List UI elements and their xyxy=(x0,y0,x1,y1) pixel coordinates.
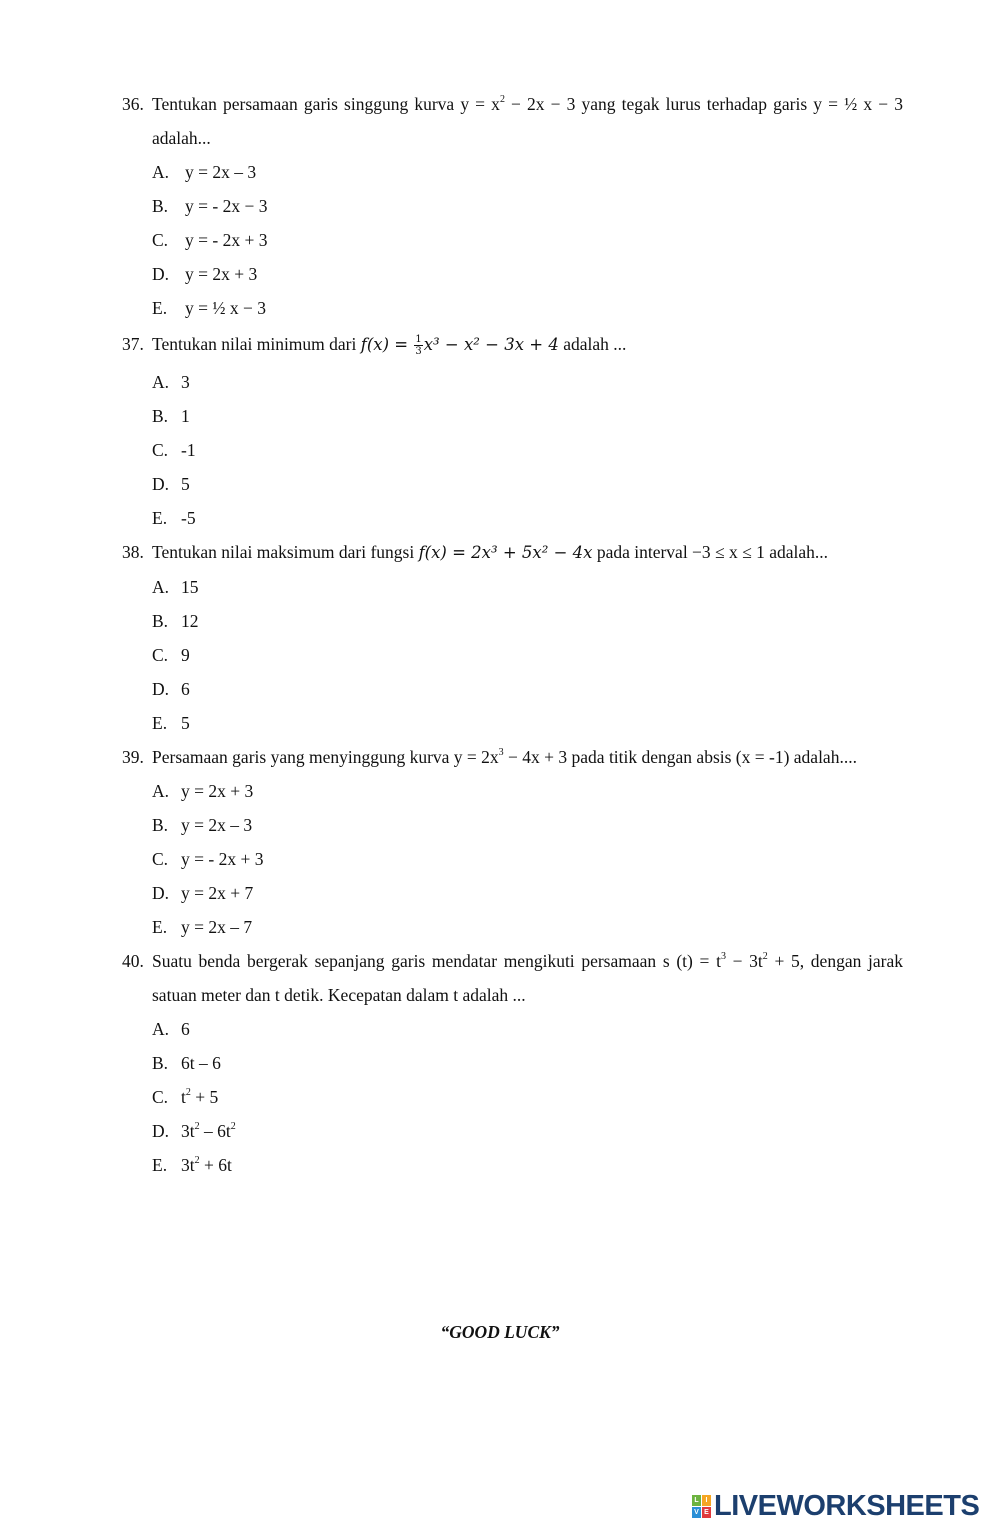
option-text: y = - 2x − 3 xyxy=(185,196,268,216)
fraction xyxy=(414,334,422,357)
stem-text: + 5, dengan jarak satuan meter dan t detik. Kecepatan dalam t adalah ... xyxy=(152,951,903,1005)
option-label: D. xyxy=(152,1121,170,1141)
option-text: 6 xyxy=(181,1019,190,1039)
text-part: + 6t xyxy=(199,1155,232,1175)
option-label: B. xyxy=(152,1053,169,1073)
option-text xyxy=(181,1148,232,1182)
option-text: 5 xyxy=(181,474,190,494)
option-label: E. xyxy=(152,917,168,937)
option-e[interactable] xyxy=(152,501,903,535)
option-e[interactable] xyxy=(152,1148,903,1182)
question-number: 38. xyxy=(122,542,144,562)
option-label: C. xyxy=(152,230,169,250)
question-40 xyxy=(122,944,903,1012)
stem-text: Tentukan persamaan garis singgung kurva y = x xyxy=(152,94,500,114)
question-37 xyxy=(122,325,903,364)
option-d[interactable] xyxy=(152,467,903,501)
superscript: 2 xyxy=(194,1155,200,1166)
logo-tile: E xyxy=(702,1507,711,1518)
question-number: 36. xyxy=(122,94,144,114)
stem-text: − 3t xyxy=(725,951,763,971)
denominator: 3 xyxy=(415,346,422,357)
options-37 xyxy=(122,365,903,535)
option-text xyxy=(181,1080,218,1114)
option-text: 6 xyxy=(181,679,190,699)
option-label: A. xyxy=(152,372,170,392)
option-text: 9 xyxy=(181,645,190,665)
question-stem xyxy=(152,740,903,774)
numerator: 1 xyxy=(415,334,422,345)
stem-text: − 2x − 3 yang tegak lurus terhadap garis y = ½ x − 3 adalah... xyxy=(152,94,904,148)
option-text: y = 2x – 3 xyxy=(181,815,253,835)
option-c[interactable] xyxy=(152,433,903,467)
closing-text: “GOOD LUCK” xyxy=(440,1322,560,1342)
option-label: A. xyxy=(152,1019,170,1039)
liveworksheets-logo xyxy=(692,1490,979,1523)
option-text: 5 xyxy=(181,713,190,733)
option-d[interactable] xyxy=(152,1114,903,1148)
option-text: 15 xyxy=(181,577,199,597)
option-e[interactable] xyxy=(152,910,903,944)
stem-text: Tentukan nilai maksimum dari fungsi xyxy=(152,542,419,562)
stem-text: adalah ... xyxy=(558,334,627,354)
option-label: B. xyxy=(152,406,169,426)
superscript: 3 xyxy=(720,951,726,962)
option-text: 1 xyxy=(181,406,190,426)
superscript: 2 xyxy=(194,1121,200,1132)
question-number: 40. xyxy=(122,951,144,971)
option-text: -1 xyxy=(181,440,196,460)
option-text: y = 2x + 3 xyxy=(185,264,258,284)
option-label: C. xyxy=(152,645,169,665)
question-number: 37. xyxy=(122,334,144,354)
option-label: A. xyxy=(152,577,170,597)
option-e[interactable] xyxy=(152,291,903,325)
option-c[interactable] xyxy=(152,842,903,876)
formula-part: x³ − x² − 3x + 4 xyxy=(423,335,559,354)
logo-tile: I xyxy=(702,1495,711,1506)
option-e[interactable] xyxy=(152,706,903,740)
superscript: 2 xyxy=(230,1121,236,1132)
options-40 xyxy=(122,1012,903,1182)
option-text: 6t – 6 xyxy=(181,1053,221,1073)
options-38 xyxy=(122,570,903,740)
logo-tiles-icon xyxy=(692,1495,711,1518)
superscript: 2 xyxy=(762,951,768,962)
option-text: y = 2x – 7 xyxy=(181,917,253,937)
option-c[interactable] xyxy=(152,1080,903,1114)
option-label: C. xyxy=(152,1087,169,1107)
question-stem xyxy=(152,87,903,155)
option-label: C. xyxy=(152,849,169,869)
option-text: -5 xyxy=(181,508,196,528)
option-label: B. xyxy=(152,611,169,631)
text-part: – 6t xyxy=(199,1121,231,1141)
option-label: E. xyxy=(152,508,168,528)
math-formula xyxy=(360,334,559,357)
option-b[interactable] xyxy=(152,604,903,638)
stem-text: pada interval −3 ≤ x ≤ 1 adalah... xyxy=(592,542,829,562)
options-39 xyxy=(122,774,903,944)
option-text: y = 2x – 3 xyxy=(185,162,257,182)
question-stem xyxy=(152,944,903,1012)
option-label: A. xyxy=(152,162,170,182)
option-text: 3 xyxy=(181,372,190,392)
option-b[interactable] xyxy=(152,808,903,842)
text-part: t xyxy=(181,1087,186,1107)
question-list xyxy=(122,87,903,1182)
option-label: D. xyxy=(152,679,170,699)
option-d[interactable] xyxy=(152,876,903,910)
question-stem xyxy=(152,325,903,364)
logo-tile: V xyxy=(692,1507,701,1518)
text-part: 3t xyxy=(181,1155,195,1175)
option-label: E. xyxy=(152,1155,168,1175)
stem-text: Suatu benda bergerak sepanjang garis mendatar mengikuti persamaan s (t) = t xyxy=(152,951,721,971)
logo-tile: L xyxy=(692,1495,701,1506)
question-stem xyxy=(152,535,903,570)
option-a[interactable] xyxy=(152,1012,903,1046)
option-d[interactable] xyxy=(152,672,903,706)
option-label: E. xyxy=(152,298,168,318)
logo-text: LIVEWORKSHEETS xyxy=(714,1490,980,1522)
option-text: y = - 2x + 3 xyxy=(181,849,264,869)
stem-text: − 4x + 3 pada titik dengan absis (x = -1) adalah.... xyxy=(503,747,857,767)
option-a[interactable] xyxy=(152,570,903,604)
superscript: 3 xyxy=(498,747,504,758)
option-b[interactable] xyxy=(152,189,903,223)
option-label: C. xyxy=(152,440,169,460)
stem-text: Persamaan garis yang menyinggung kurva y = 2x xyxy=(152,747,499,767)
question-36 xyxy=(122,87,903,155)
option-label: D. xyxy=(152,474,170,494)
option-b[interactable] xyxy=(152,399,903,433)
option-a[interactable] xyxy=(152,155,903,189)
text-part: + 5 xyxy=(190,1087,219,1107)
option-text: y = - 2x + 3 xyxy=(185,230,268,250)
options-36 xyxy=(122,155,903,325)
superscript: 2 xyxy=(185,1087,191,1098)
option-label: D. xyxy=(152,883,170,903)
option-c[interactable] xyxy=(152,638,903,672)
question-39 xyxy=(122,740,903,774)
option-label: A. xyxy=(152,781,170,801)
option-text: y = ½ x − 3 xyxy=(185,298,266,318)
option-c[interactable] xyxy=(152,223,903,257)
option-a[interactable] xyxy=(152,774,903,808)
question-38 xyxy=(122,535,903,570)
option-label: D. xyxy=(152,264,170,284)
formula-part: f(x) = xyxy=(360,335,414,354)
option-d[interactable] xyxy=(152,257,903,291)
option-text: y = 2x + 3 xyxy=(181,781,254,801)
option-text: y = 2x + 7 xyxy=(181,883,254,903)
math-formula: f(x) = 2x³ + 5x² − 4x xyxy=(418,543,593,562)
option-label: E. xyxy=(152,713,168,733)
superscript: 2 xyxy=(499,94,505,105)
text-part: 3t xyxy=(181,1121,195,1141)
option-text xyxy=(181,1114,236,1148)
stem-text: Tentukan nilai minimum dari xyxy=(152,334,361,354)
option-label: B. xyxy=(152,815,169,835)
option-text: 12 xyxy=(181,611,199,631)
option-label: B. xyxy=(152,196,169,216)
option-a[interactable] xyxy=(152,365,903,399)
option-b[interactable] xyxy=(152,1046,903,1080)
question-number: 39. xyxy=(122,747,144,767)
